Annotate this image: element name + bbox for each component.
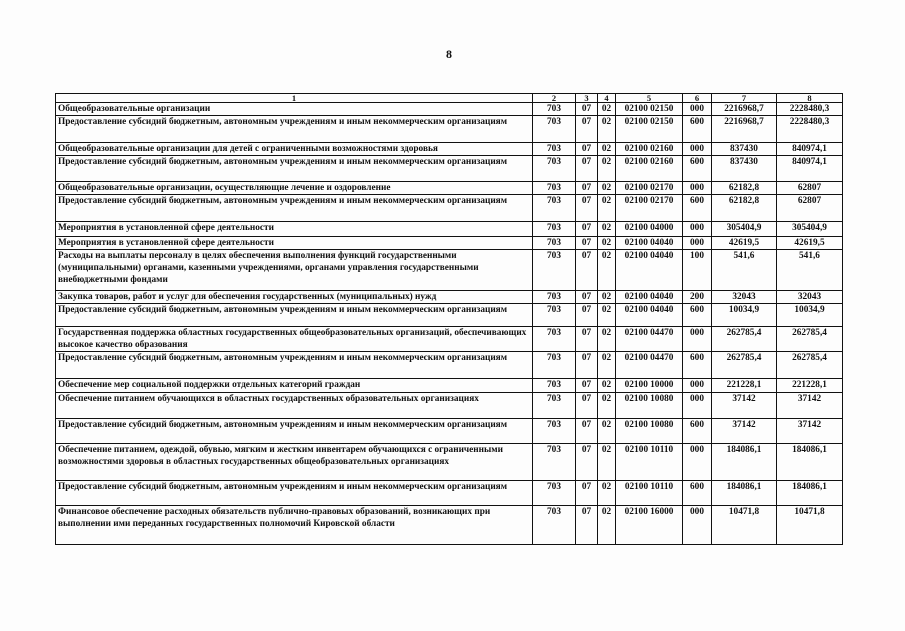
cell-amount-col7: 262785,4 xyxy=(712,327,777,352)
cell-section: 07 xyxy=(576,237,598,250)
cell-description: Предоставление субсидий бюджетным, автономным учреждениям и иным некоммерческим организациям xyxy=(56,419,533,444)
cell-expense-type: 000 xyxy=(683,237,712,250)
cell-section: 07 xyxy=(576,379,598,393)
cell-subsection: 02 xyxy=(598,444,616,481)
cell-target-article: 02100 04000 xyxy=(616,222,683,237)
cell-description: Предоставление субсидий бюджетным, автономным учреждениям и иным некоммерческим организациям xyxy=(56,116,533,143)
cell-subsection: 02 xyxy=(598,250,616,291)
cell-expense-type: 000 xyxy=(683,506,712,545)
cell-target-article: 02100 02160 xyxy=(616,143,683,156)
cell-description: Государственная поддержка областных государственных общеобразовательных организаций, обеспечивающих высокое качество образования xyxy=(56,327,533,352)
cell-code-admin: 703 xyxy=(533,195,576,222)
cell-section: 07 xyxy=(576,304,598,327)
table-row xyxy=(56,393,843,419)
cell-code-admin: 703 xyxy=(533,304,576,327)
cell-expense-type: 600 xyxy=(683,156,712,182)
cell-amount-col8: 10471,8 xyxy=(777,506,843,545)
cell-expense-type: 600 xyxy=(683,116,712,143)
cell-amount-col8: 221228,1 xyxy=(777,379,843,393)
table-row xyxy=(56,195,843,222)
cell-expense-type: 000 xyxy=(683,379,712,393)
cell-amount-col7: 32043 xyxy=(712,291,777,304)
cell-section: 07 xyxy=(576,506,598,545)
cell-subsection: 02 xyxy=(598,393,616,419)
cell-amount-col7: 10471,8 xyxy=(712,506,777,545)
cell-description: Расходы на выплаты персоналу в целях обеспечения выполнения функций государственными (муниципальными) органами, казенными учреждениями, органами управления государственными внебюджетными фондами xyxy=(56,250,533,291)
cell-description: Предоставление субсидий бюджетным, автономным учреждениям и иным некоммерческим организациям xyxy=(56,352,533,379)
cell-code-admin: 703 xyxy=(533,444,576,481)
cell-expense-type: 000 xyxy=(683,393,712,419)
cell-description: Закупка товаров, работ и услуг для обеспечения государственных (муниципальных) нужд xyxy=(56,291,533,304)
cell-description: Предоставление субсидий бюджетным, автономным учреждениям и иным некоммерческим организациям xyxy=(56,304,533,327)
table-row xyxy=(56,222,843,237)
cell-amount-col7: 10034,9 xyxy=(712,304,777,327)
cell-description: Общеобразовательные организации, осуществляющие лечение и оздоровление xyxy=(56,182,533,195)
cell-amount-col8: 10034,9 xyxy=(777,304,843,327)
cell-code-admin: 703 xyxy=(533,352,576,379)
cell-subsection: 02 xyxy=(598,195,616,222)
cell-target-article: 02100 10110 xyxy=(616,444,683,481)
cell-expense-type: 200 xyxy=(683,291,712,304)
cell-amount-col7: 37142 xyxy=(712,419,777,444)
cell-target-article: 02100 04470 xyxy=(616,352,683,379)
cell-target-article: 02100 04040 xyxy=(616,304,683,327)
table-row xyxy=(56,327,843,352)
cell-code-admin: 703 xyxy=(533,291,576,304)
cell-amount-col8: 62807 xyxy=(777,195,843,222)
cell-description: Предоставление субсидий бюджетным, автономным учреждениям и иным некоммерческим организациям xyxy=(56,195,533,222)
cell-subsection: 02 xyxy=(598,352,616,379)
cell-amount-col8: 42619,5 xyxy=(777,237,843,250)
cell-description: Общеобразовательные организации xyxy=(56,103,533,116)
cell-section: 07 xyxy=(576,291,598,304)
cell-target-article: 02100 10000 xyxy=(616,379,683,393)
cell-amount-col8: 305404,9 xyxy=(777,222,843,237)
cell-code-admin: 703 xyxy=(533,419,576,444)
cell-amount-col8: 2228480,3 xyxy=(777,116,843,143)
cell-target-article: 02100 02170 xyxy=(616,195,683,222)
cell-section: 07 xyxy=(576,222,598,237)
cell-description: Финансовое обеспечение расходных обязательств публично-правовых образований, возникающих при выполнении ими переданных государственных полномочий Кировской области xyxy=(56,506,533,545)
budget-table xyxy=(55,93,843,545)
cell-expense-type: 600 xyxy=(683,419,712,444)
cell-expense-type: 000 xyxy=(683,103,712,116)
cell-subsection: 02 xyxy=(598,237,616,250)
cell-target-article: 02100 10080 xyxy=(616,419,683,444)
cell-target-article: 02100 16000 xyxy=(616,506,683,545)
cell-description: Предоставление субсидий бюджетным, автономным учреждениям и иным некоммерческим организациям xyxy=(56,156,533,182)
cell-target-article: 02100 02150 xyxy=(616,116,683,143)
cell-code-admin: 703 xyxy=(533,481,576,506)
cell-section: 07 xyxy=(576,481,598,506)
cell-subsection: 02 xyxy=(598,143,616,156)
cell-code-admin: 703 xyxy=(533,379,576,393)
cell-description: Обеспечение питанием обучающихся в областных государственных образовательных организациях xyxy=(56,393,533,419)
table-row xyxy=(56,143,843,156)
cell-target-article: 02100 10110 xyxy=(616,481,683,506)
cell-description: Мероприятия в установленной сфере деятельности xyxy=(56,222,533,237)
cell-amount-col8: 37142 xyxy=(777,419,843,444)
cell-target-article: 02100 02160 xyxy=(616,156,683,182)
column-header-2: 2 xyxy=(533,94,576,103)
column-header-7: 7 xyxy=(712,94,777,103)
cell-amount-col7: 541,6 xyxy=(712,250,777,291)
cell-subsection: 02 xyxy=(598,156,616,182)
cell-target-article: 02100 02150 xyxy=(616,103,683,116)
cell-section: 07 xyxy=(576,393,598,419)
cell-subsection: 02 xyxy=(598,291,616,304)
cell-amount-col8: 840974,1 xyxy=(777,143,843,156)
cell-section: 07 xyxy=(576,156,598,182)
cell-amount-col8: 37142 xyxy=(777,393,843,419)
cell-description: Обеспечение мер социальной поддержки отдельных категорий граждан xyxy=(56,379,533,393)
table-row xyxy=(56,237,843,250)
page-number: 8 xyxy=(446,47,452,61)
cell-expense-type: 100 xyxy=(683,250,712,291)
cell-section: 07 xyxy=(576,419,598,444)
cell-subsection: 02 xyxy=(598,116,616,143)
cell-target-article: 02100 10080 xyxy=(616,393,683,419)
cell-target-article: 02100 04040 xyxy=(616,250,683,291)
column-header-5: 5 xyxy=(616,94,683,103)
cell-amount-col7: 837430 xyxy=(712,156,777,182)
cell-amount-col7: 62182,8 xyxy=(712,182,777,195)
cell-amount-col7: 837430 xyxy=(712,143,777,156)
cell-code-admin: 703 xyxy=(533,182,576,195)
cell-target-article: 02100 04040 xyxy=(616,291,683,304)
table-row xyxy=(56,103,843,116)
cell-section: 07 xyxy=(576,195,598,222)
cell-section: 07 xyxy=(576,116,598,143)
column-header-6: 6 xyxy=(683,94,712,103)
cell-amount-col8: 541,6 xyxy=(777,250,843,291)
cell-subsection: 02 xyxy=(598,379,616,393)
table-row xyxy=(56,182,843,195)
cell-amount-col7: 262785,4 xyxy=(712,352,777,379)
cell-target-article: 02100 04040 xyxy=(616,237,683,250)
cell-subsection: 02 xyxy=(598,481,616,506)
cell-amount-col7: 37142 xyxy=(712,393,777,419)
cell-description: Обеспечение питанием, одеждой, обувью, мягким и жестким инвентарем обучающихся с ограниченными возможностями здоровья в областных государственных общеобразовательных организациях xyxy=(56,444,533,481)
cell-amount-col8: 184086,1 xyxy=(777,481,843,506)
cell-section: 07 xyxy=(576,444,598,481)
cell-expense-type: 600 xyxy=(683,195,712,222)
cell-subsection: 02 xyxy=(598,304,616,327)
cell-code-admin: 703 xyxy=(533,116,576,143)
cell-subsection: 02 xyxy=(598,506,616,545)
cell-amount-col8: 2228480,3 xyxy=(777,103,843,116)
table-row xyxy=(56,304,843,327)
cell-code-admin: 703 xyxy=(533,506,576,545)
cell-amount-col8: 840974,1 xyxy=(777,156,843,182)
cell-amount-col7: 2216968,7 xyxy=(712,116,777,143)
column-header-3: 3 xyxy=(576,94,598,103)
cell-code-admin: 703 xyxy=(533,103,576,116)
cell-amount-col8: 262785,4 xyxy=(777,327,843,352)
cell-expense-type: 600 xyxy=(683,481,712,506)
cell-code-admin: 703 xyxy=(533,250,576,291)
cell-expense-type: 000 xyxy=(683,182,712,195)
table-row xyxy=(56,250,843,291)
cell-section: 07 xyxy=(576,327,598,352)
cell-expense-type: 600 xyxy=(683,352,712,379)
cell-amount-col8: 184086,1 xyxy=(777,444,843,481)
column-header-4: 4 xyxy=(598,94,616,103)
cell-code-admin: 703 xyxy=(533,237,576,250)
cell-description: Мероприятия в установленной сфере деятельности xyxy=(56,237,533,250)
cell-expense-type: 000 xyxy=(683,327,712,352)
cell-amount-col7: 305404,9 xyxy=(712,222,777,237)
table-row xyxy=(56,444,843,481)
cell-code-admin: 703 xyxy=(533,156,576,182)
cell-amount-col7: 184086,1 xyxy=(712,444,777,481)
cell-section: 07 xyxy=(576,182,598,195)
table-row xyxy=(56,116,843,143)
cell-code-admin: 703 xyxy=(533,393,576,419)
cell-subsection: 02 xyxy=(598,222,616,237)
cell-expense-type: 000 xyxy=(683,143,712,156)
table-row xyxy=(56,419,843,444)
cell-description: Предоставление субсидий бюджетным, автономным учреждениям и иным некоммерческим организациям xyxy=(56,481,533,506)
table-row xyxy=(56,379,843,393)
table-row xyxy=(56,156,843,182)
column-header-1: 1 xyxy=(56,94,533,103)
cell-subsection: 02 xyxy=(598,327,616,352)
table-row xyxy=(56,506,843,545)
cell-expense-type: 000 xyxy=(683,222,712,237)
cell-target-article: 02100 04470 xyxy=(616,327,683,352)
cell-code-admin: 703 xyxy=(533,143,576,156)
cell-amount-col8: 62807 xyxy=(777,182,843,195)
cell-amount-col7: 42619,5 xyxy=(712,237,777,250)
cell-subsection: 02 xyxy=(598,103,616,116)
cell-section: 07 xyxy=(576,143,598,156)
cell-expense-type: 600 xyxy=(683,304,712,327)
header-row xyxy=(56,94,843,103)
cell-amount-col8: 32043 xyxy=(777,291,843,304)
cell-subsection: 02 xyxy=(598,182,616,195)
table-row xyxy=(56,352,843,379)
cell-section: 07 xyxy=(576,352,598,379)
cell-description: Общеобразовательные организации для детей с ограниченными возможностями здоровья xyxy=(56,143,533,156)
cell-amount-col7: 221228,1 xyxy=(712,379,777,393)
cell-amount-col7: 184086,1 xyxy=(712,481,777,506)
cell-amount-col8: 262785,4 xyxy=(777,352,843,379)
table-row xyxy=(56,481,843,506)
cell-code-admin: 703 xyxy=(533,327,576,352)
cell-subsection: 02 xyxy=(598,419,616,444)
cell-target-article: 02100 02170 xyxy=(616,182,683,195)
cell-amount-col7: 2216968,7 xyxy=(712,103,777,116)
cell-expense-type: 000 xyxy=(683,444,712,481)
cell-section: 07 xyxy=(576,103,598,116)
column-header-8: 8 xyxy=(777,94,843,103)
table-row xyxy=(56,291,843,304)
cell-section: 07 xyxy=(576,250,598,291)
cell-code-admin: 703 xyxy=(533,222,576,237)
cell-amount-col7: 62182,8 xyxy=(712,195,777,222)
